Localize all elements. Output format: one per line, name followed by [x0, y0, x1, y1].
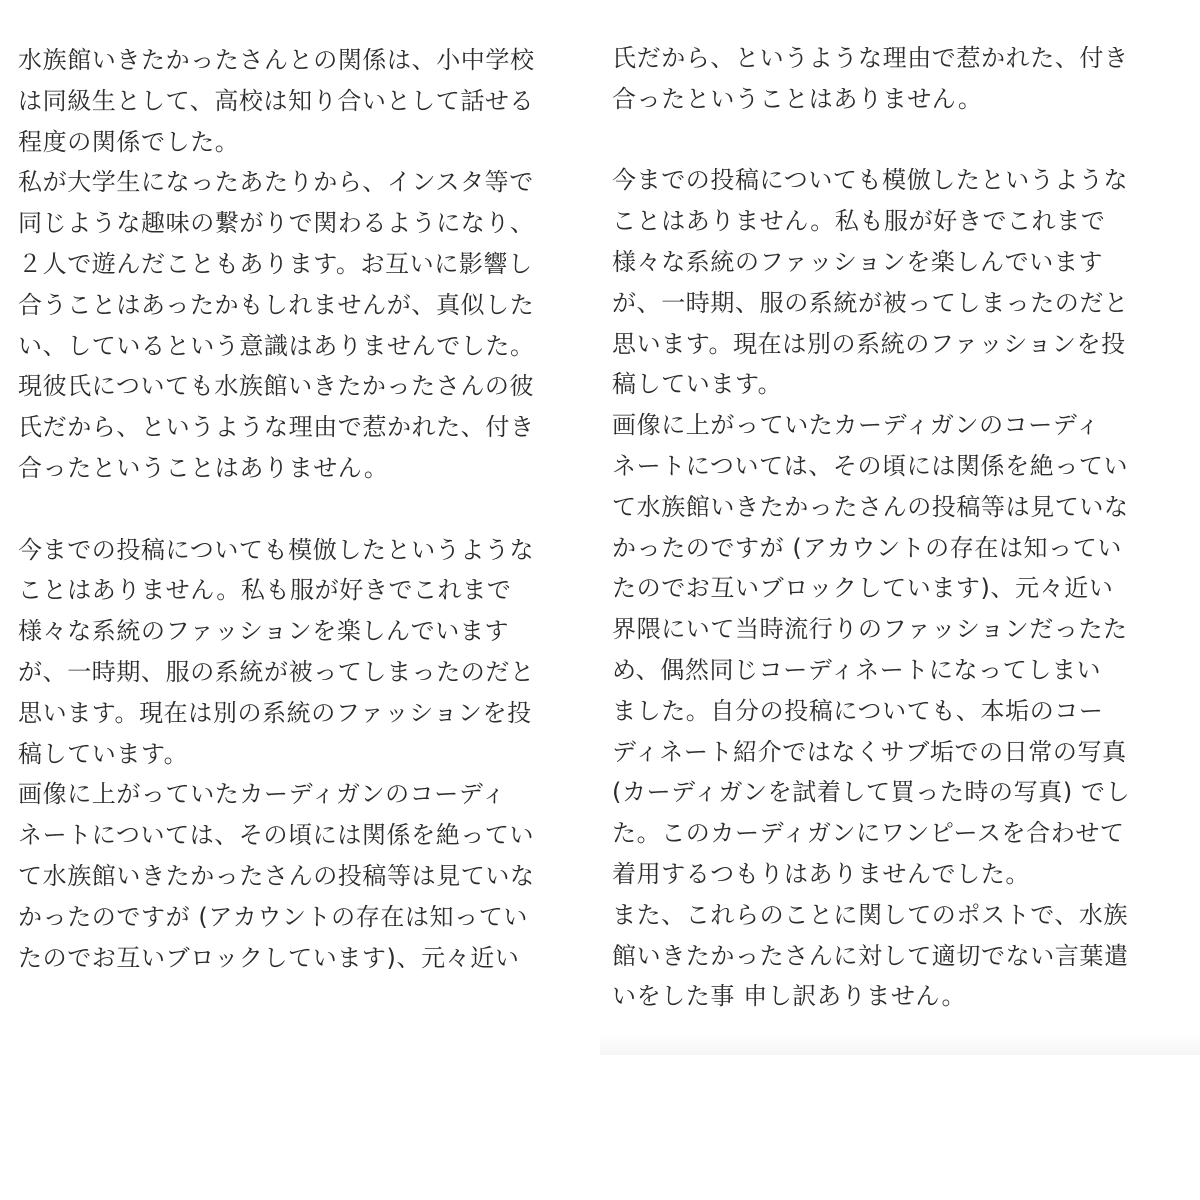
- text-line: 館いきたかったさんに対して適切でない言葉遣: [612, 941, 1129, 970]
- blank-line: [612, 120, 1200, 161]
- text-line: ネートについては、その頃には関係を絶ってい: [612, 451, 1129, 480]
- text-line: また、これらのことに関してのポストで、水族: [612, 900, 1129, 929]
- text-line: 合ったということはありません。: [612, 84, 983, 113]
- text-line: 稿しています。: [18, 739, 189, 768]
- text-line: 画像に上がっていたカーディガンのコーディ: [18, 780, 507, 809]
- text-line: かったのですが (アカウントの存在は知ってい: [18, 902, 528, 931]
- right-text-block: [612, 38, 1200, 1017]
- text-line: 今までの投稿についても模倣したというような: [612, 166, 1129, 195]
- text-line: 氏だから、というような理由で惹かれた、付き: [18, 413, 535, 442]
- text-line: 氏だから、というような理由で惹かれた、付き: [612, 44, 1129, 72]
- text-line: 合うことはあったかもしれませんが、真似した: [18, 290, 535, 319]
- text-line: ２人で遊んだこともあります。お互いに影響し: [18, 249, 533, 278]
- text-line: かったのですが (アカウントの存在は知ってい: [612, 533, 1122, 562]
- text-line: い、しているという意識はありませんでした。: [18, 331, 535, 360]
- text-line: 水族館いきたかったさんとの関係は、小中学校: [18, 46, 535, 74]
- text-line: が、一時期、服の系統が被ってしまったのだと: [18, 657, 535, 686]
- text-line: 稿しています。: [612, 370, 783, 399]
- text-line: 今までの投稿についても模倣したというような: [18, 535, 535, 564]
- text-line: (カーディガンを試着して買った時の写真) でし: [612, 778, 1131, 807]
- text-line: 着用するつもりはありませんでした。: [612, 859, 1030, 888]
- left-text-block: [18, 40, 596, 978]
- text-line: ことはありません。私も服が好きでこれまで: [612, 207, 1106, 236]
- text-line: 様々な系統のファッションを楽しんでいます: [612, 247, 1104, 276]
- text-line: ディネート紹介ではなくサブ垢での日常の写真: [612, 737, 1127, 766]
- text-line: 同じような趣味の繋がりで関わるようになり、: [18, 209, 535, 238]
- text-line: め、偶然同じコーディネートになってしまい: [612, 655, 1102, 684]
- right-screenshot-panel: [600, 44, 1200, 1055]
- text-line: た。このカーディガンにワンピースを合わせて: [612, 819, 1125, 848]
- bottom-fade: [600, 1033, 1200, 1055]
- text-line: たのでお互いブロックしています)、元々近い: [18, 943, 520, 972]
- left-screenshot-panel: [0, 30, 596, 1013]
- text-line: いをした事 申し訳ありません。: [612, 982, 967, 1011]
- text-line: て水族館いきたかったさんの投稿等は見ていな: [18, 861, 535, 890]
- text-line: が、一時期、服の系統が被ってしまったのだと: [612, 288, 1129, 317]
- text-line: 程度の関係でした。: [18, 127, 240, 156]
- text-line: たのでお互いブロックしています)、元々近い: [612, 574, 1114, 603]
- text-line: は同級生として、高校は知り合いとして話せる: [18, 86, 535, 115]
- text-line: 私が大学生になったあたりから、インスタ等で: [18, 168, 534, 197]
- text-line: 合ったということはありません。: [18, 453, 389, 482]
- text-line: ネートについては、その頃には関係を絶ってい: [18, 821, 535, 850]
- text-line: 様々な系統のファッションを楽しんでいます: [18, 617, 510, 646]
- text-line: 画像に上がっていたカーディガンのコーディ: [612, 411, 1101, 440]
- text-line: ことはありません。私も服が好きでこれまで: [18, 576, 512, 605]
- text-line: 界隈にいて当時流行りのファッションだったた: [612, 615, 1128, 644]
- text-line: 思います。現在は別の系統のファッションを投: [18, 698, 532, 727]
- text-line: 思います。現在は別の系統のファッションを投: [612, 329, 1126, 358]
- text-line: て水族館いきたかったさんの投稿等は見ていな: [612, 492, 1129, 521]
- text-line: 現彼氏についても水族館いきたかったさんの彼: [18, 372, 535, 401]
- blank-line: [18, 489, 596, 530]
- text-line: ました。自分の投稿についても、本垢のコー: [612, 696, 1104, 725]
